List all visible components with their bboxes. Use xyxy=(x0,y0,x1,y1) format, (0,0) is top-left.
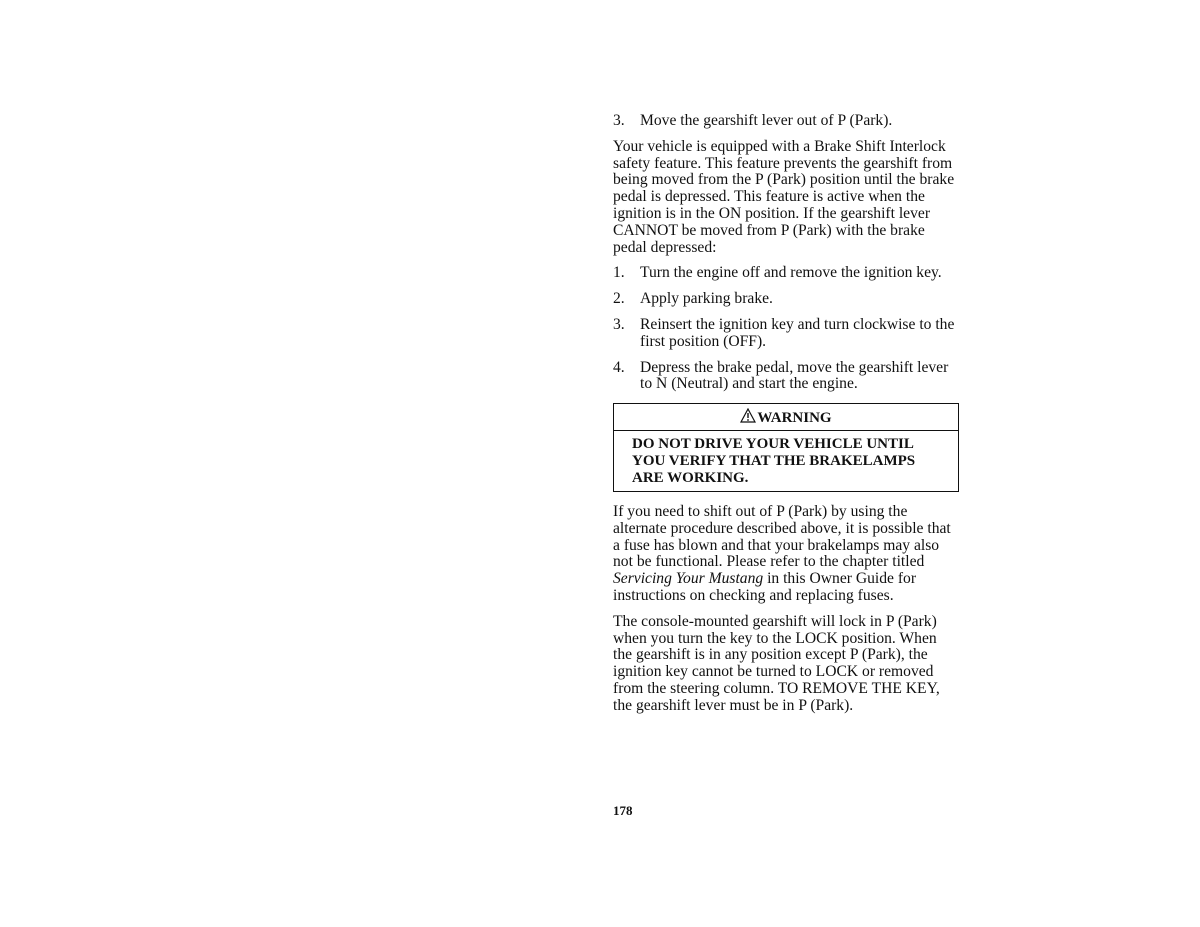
step-text: Depress the brake pedal, move the gearshift lever to N (Neutral) and start the engine. xyxy=(640,358,949,393)
warning-text: DO NOT DRIVE YOUR VEHICLE UNTIL YOU VERIFY THAT THE BRAKELAMPS ARE WORKING. xyxy=(632,435,916,486)
list-item-step-3-move-gearshift xyxy=(613,113,959,130)
page-number: 178 xyxy=(613,803,633,818)
warning-box xyxy=(613,403,959,492)
list-item-step-1 xyxy=(613,265,959,282)
fuse-paragraph-text-start: If you need to shift out of P (Park) by using the alternate procedure described above, it is possible that a fuse has blown and that your brakelamps may also not be functional. Please refer to the chapter titled xyxy=(613,502,951,571)
step-number: 2. xyxy=(613,290,625,308)
warning-header xyxy=(614,404,958,431)
step-text: Reinsert the ignition key and turn clockwise to the first position (OFF). xyxy=(640,315,955,350)
fuse-paragraph xyxy=(613,504,959,605)
step-text: Apply parking brake. xyxy=(640,290,773,308)
warning-triangle-icon xyxy=(740,408,756,428)
step-number: 3. xyxy=(613,315,625,333)
step-number: 1. xyxy=(613,264,625,282)
chapter-title-reference: Servicing Your Mustang xyxy=(613,570,764,588)
page-column xyxy=(613,113,959,724)
step-text: Turn the engine off and remove the ignition key. xyxy=(640,264,942,282)
list-item-step-2 xyxy=(613,291,959,308)
list-item-step-3 xyxy=(613,317,959,351)
step-number: 4. xyxy=(613,358,625,376)
intro-paragraph: Your vehicle is equipped with a Brake Shift Interlock safety feature. This feature prevents the gearshift from being moved from the P (Park) position until the brake pedal is depressed. This feature is active when the ignition is in the ON position. If the gearshift lever CANNOT be moved from P (Park) with the brake pedal depressed: xyxy=(613,137,955,256)
console-paragraph: The console-mounted gearshift will lock in P (Park) when you turn the key to the LOCK position. When the gearshift is in any position except P (Park), the ignition key cannot be turned to LOCK or removed from the steering column. TO REMOVE THE KEY, the gearshift lever must be in P (Park). xyxy=(613,612,940,714)
fuse-paragraph-text-end: in this Owner Guide for instructions on checking and replacing fuses. xyxy=(613,570,917,604)
step-number: 3. xyxy=(613,112,625,129)
warning-title: WARNING xyxy=(757,410,832,427)
list-item-step-4 xyxy=(613,360,959,394)
step-text: Move the gearshift lever out of P (Park). xyxy=(640,112,893,129)
